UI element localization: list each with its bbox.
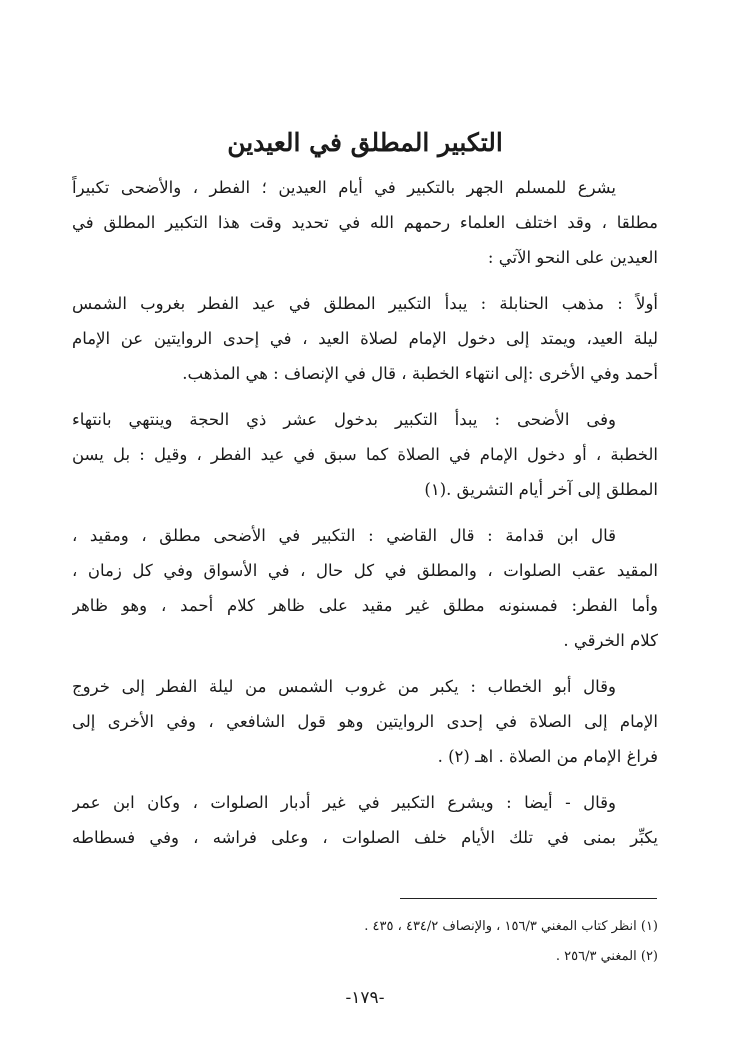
text-line: الإمام إلى الصلاة في إحدى الروايتين وهو قول الشافعي ، وفي الأخرى إلى — [72, 712, 658, 731]
paragraph-3 — [72, 402, 658, 507]
paragraph-6 — [72, 785, 658, 855]
text-line: ليلة العيد، ويمتد إلى دخول الإمام لصلاة العيد ، في إحدى الروايتين عن الإمام — [72, 329, 658, 348]
body-text — [72, 170, 658, 866]
text-line: وقال - أيضا : ويشرع التكبير في غير أدبار الصلوات ، وكان ابن عمر — [72, 793, 616, 812]
text-line: قال ابن قدامة : قال القاضي : التكبير في الأضحى مطلق ، ومقيد ، — [72, 526, 616, 545]
text-line: يشرع للمسلم الجهر بالتكبير في أيام العيدين ؛ الفطر ، والأضحى تكبيراً — [72, 178, 616, 197]
text-line: كلام الخرقي . — [563, 631, 658, 650]
text-line: أولاً : مذهب الحنابلة : يبدأ التكبير المطلق في عيد الفطر بغروب الشمس — [72, 294, 658, 313]
text-line: وفى الأضحى : يبدأ التكبير بدخول عشر ذي الحجة وينتهي بانتهاء — [72, 410, 616, 429]
text-line: الخطبة ، أو دخول الإمام في الصلاة كما سبق في عيد الفطر ، وقيل : بل يسن — [72, 445, 658, 464]
paragraph-1 — [72, 170, 658, 275]
page-title: التكبير المطلق في العيدين — [227, 128, 503, 157]
page-number: -١٧٩- — [345, 988, 385, 1008]
paragraph-5 — [72, 669, 658, 774]
footnote-1: (١) انظر كتاب المغني ١٥٦/٣ ، والإنصاف ٤٣٤/٢ ، ٤٣٥ . — [364, 919, 658, 934]
text-line: المقيد عقب الصلوات ، والمطلق في كل حال ، في الأسواق وفي كل زمان ، — [72, 561, 658, 580]
text-line: يكبِّر بمنى في تلك الأيام خلف الصلوات ، وعلى فراشه ، وفي فسطاطه — [72, 828, 658, 847]
text-line: مطلقا ، وقد اختلف العلماء رحمهم الله في تحديد وقت هذا التكبير المطلق في — [72, 213, 658, 232]
paragraph-4 — [72, 518, 658, 658]
paragraph-2 — [72, 286, 658, 391]
text-line: العيدين على النحو الآتي : — [487, 248, 658, 267]
footnote-separator — [400, 898, 657, 899]
text-line: فراغ الإمام من الصلاة . اهـ (٢) . — [437, 747, 658, 766]
text-line: وأما الفطر: فمسنونه مطلق غير مقيد على ظاهر كلام أحمد ، وهو ظاهر — [72, 596, 658, 615]
text-line: وقال أبو الخطاب : يكبر من غروب الشمس من ليلة الفطر إلى خروج — [72, 677, 616, 696]
text-line: أحمد وفي الأخرى :إلى انتهاء الخطبة ، قال في الإنصاف : هي المذهب. — [182, 364, 658, 383]
footnote-2: (٢) المغني ٢٥٦/٣ . — [555, 949, 658, 964]
text-line: المطلق إلى آخر أيام التشريق .(١) — [424, 480, 658, 499]
footnotes — [80, 912, 658, 972]
